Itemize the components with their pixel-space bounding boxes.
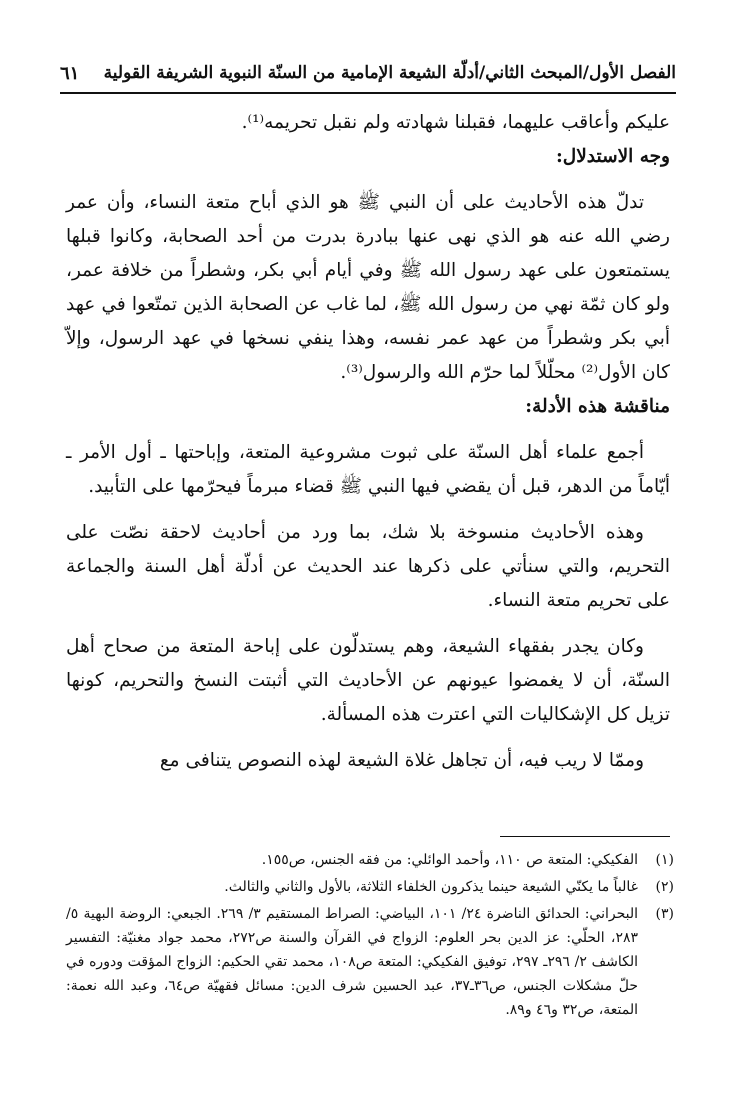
heading-discussion: مناقشة هذه الأدلة: — [525, 396, 670, 417]
spacer — [66, 504, 670, 516]
page-number: ٦١ — [60, 62, 80, 84]
paragraph-abrogation: وهذه الأحاديث منسوخة بلا شك، بما ورد من أحاديث لاحقة نصّت على التحريم، والتي سنأتي على ذكرها عند الحديث عن أدلّة أهل السنة والجماعة على تحريم متعة النساء. — [66, 522, 670, 611]
header-divider — [60, 92, 676, 94]
spacer — [66, 732, 670, 744]
paragraph-opening: عليكم وأعاقب عليهما، فقبلنا شهادته ولم نقبل تحريمه⁽¹⁾. — [241, 112, 670, 133]
main-text — [66, 106, 670, 778]
footnote-number: (١) — [655, 852, 674, 868]
running-header — [60, 58, 676, 88]
footnote-text: البحراني: الحدائق الناضرة ٢٤/ ١٠١، البياضي: الصراط المستقيم ٣/ ٢٦٩. الجبعي: الروضة البهية ٥/ ٢٨٣، الحلّي: عز الدين بحر العلوم: الزواج في القرآن والسنة ص٢٧٢، محمد جواد مغنيّة: التفسير الكاشف ٢/ ٢٩٦ـ ٢٩٧، توفيق الفكيكي: المتعة ص١٠٨، محمد تقي الحكيم: الزواج المؤقت ودوره في حلّ مشكلات الجنس، ص٣٦ـ٣٧، عبد الحسين شرف الدين: مسائل فقهيّة ص٦٤، وعبد الله نعمة: المتعة، ص٣٢ و٤٦ و٨٩. — [66, 906, 639, 1018]
footnote-divider — [500, 836, 670, 837]
footnote-text: غالباً ما يكنّي الشيعة حينما يذكرون الخلفاء الثلاثة، بالأول والثاني والثالث. — [224, 879, 638, 895]
footnote-number: (٣) — [655, 906, 674, 922]
spacer — [66, 424, 670, 436]
paragraph-shia-jurists: وكان يجدر بفقهاء الشيعة، وهم يستدلّون على إباحة المتعة من صحاح أهل السنّة، أن لا يغمضوا عيونهم عن الأحاديث التي أثبتت النسخ والتحريم، كونها تزيل كل الإشكاليات التي اعترت هذه المسألة. — [66, 636, 670, 725]
footnote — [66, 902, 674, 1022]
chapter-title: الفصل الأول/المبحث الثاني/أدلّة الشيعة الإمامية من السنّة النبوية الشريفة القولية — [103, 63, 676, 83]
footnote — [66, 848, 674, 872]
footnote-number: (٢) — [655, 879, 674, 895]
paragraph-consensus: أجمع علماء أهل السنّة على ثبوت مشروعية المتعة، وإباحتها ـ أول الأمر ـ أيّاماً من الدهر، قبل أن يقضي فيها النبي ﷺ قضاء مبرماً فيحرّمها على التأبيد. — [66, 442, 670, 497]
footnotes — [66, 848, 674, 1025]
spacer — [66, 618, 670, 630]
footnote-text: الفكيكي: المتعة ص ١١٠، وأحمد الوائلي: من فقه الجنس، ص١٥٥. — [261, 852, 638, 868]
heading-argument: وجه الاستدلال: — [555, 146, 670, 167]
spacer — [66, 174, 670, 186]
paragraph-closing: وممّا لا ريب فيه، أن تجاهل غلاة الشيعة لهذه النصوص يتنافى مع — [159, 750, 644, 771]
paragraph-argument: تدلّ هذه الأحاديث على أن النبي ﷺ هو الذي أباح متعة النساء، وأن عمر رضي الله عنه هو الذي نهى عنها ببادرة بدرت من أحد الصحابة، وكانوا قبلها يستمتعون على عهد رسول الله ﷺ وفي أيام أبي بكر، وشطراً من خلافة عمر، ولو كان ثمّة نهي من رسول الله ﷺ، لما غاب عن الصحابة الذين تمتّعوا في عهد أبي بكر وشطراً من عهد عمر نفسه، وهذا ينفي نسخها في عهد الرسول، وإلاّ كان الأول⁽²⁾ محلّلاً لما حرّم الله والرسول⁽³⁾. — [66, 192, 670, 383]
footnote — [66, 875, 674, 899]
